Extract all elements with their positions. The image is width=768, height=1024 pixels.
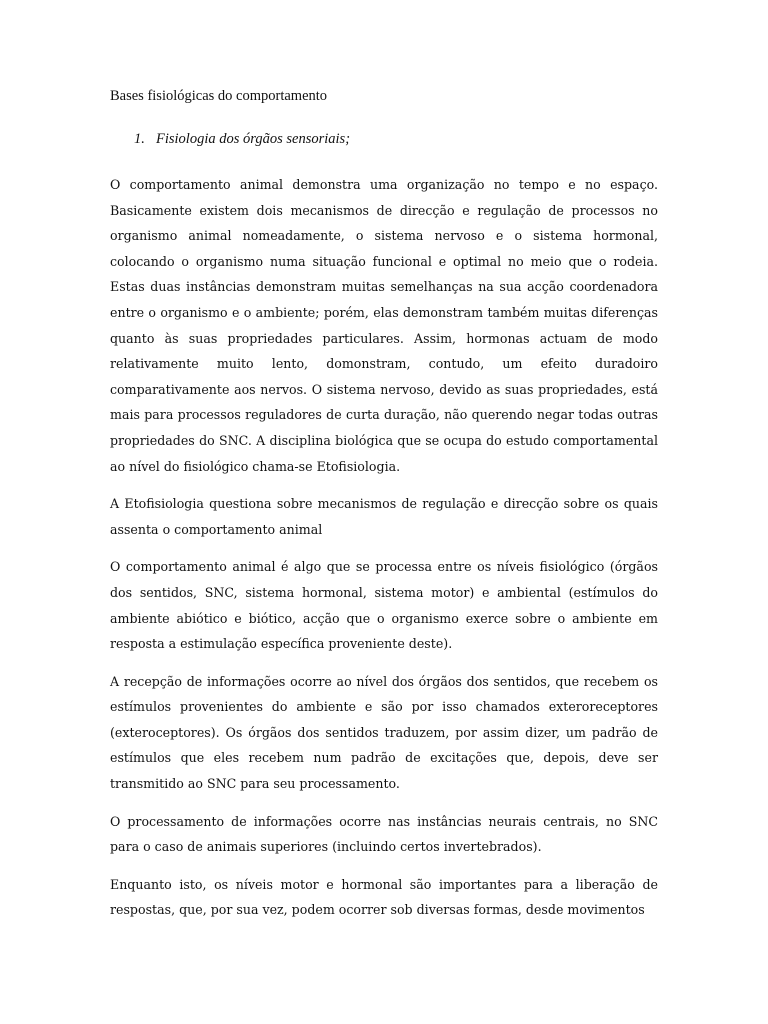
section-number: 1. [134, 131, 145, 147]
paragraph-6: Enquanto isto, os níveis motor e hormonal são importantes para a liberação de respostas, que, por sua vez, podem ocorrer sob diversas formas, desde movimentos [110, 876, 658, 918]
paragraph-3: O comportamento animal é algo que se processa entre os níveis fisiológico (órgãos dos sentidos, SNC, sistema hormonal, sistema motor) e ambiental (estímulos do ambiente abiótico e biótico, acção que o organismo exerce sobre o ambiente em resposta a estimulação específica proveniente deste). [110, 559, 658, 652]
paragraph-1: O comportamento animal demonstra uma organização no tempo e no espaço. Basicamente existem dois mecanismos de direcção e regulação de processos no organismo animal nomeadamente, o sistema nervoso e o sistema hormonal, colocando o organismo numa situação funcional e optimal no meio que o rodeia. Estas duas instâncias demonstram muitas semelhanças na sua acção coordenadora entre o organismo e o ambiente; porém, elas demonstram também muitas diferenças quanto às suas propriedades particulares. Assim, hormonas actuam de modo relativamente muito lento, domonstram, contudo, um efeito duradoiro comparativamente aos nervos. O sistema nervoso, devido as suas propriedades, está mais para processos reguladores de curta duração, não querendo negar todas outras propriedades do SNC. A disciplina biológica que se ocupa do estudo comportamental ao nível do fisiológico chama-se Etofisiologia. [110, 177, 658, 474]
paragraph-5: O processamento de informações ocorre nas instâncias neurais centrais, no SNC para o caso de animais superiores (incluindo certos invertebrados). [110, 813, 658, 855]
paragraph-2: A Etofisiologia questiona sobre mecanismos de regulação e direcção sobre os quais assenta o comportamento animal [110, 496, 658, 537]
section-heading [134, 129, 658, 149]
paragraph-4: A recepção de informações ocorre ao nível dos órgãos dos sentidos, que recebem os estímulos provenientes do ambiente e são por isso chamados exteroreceptores (exteroceptores). Os órgãos dos sentidos traduzem, por assim dizer, um padrão de estímulos que eles recebem num padrão de excitações que, depois, deve ser transmitido ao SNC para seu processamento. [110, 673, 658, 792]
document-title: Bases fisiológicas do comportamento [110, 88, 328, 104]
document-page [110, 86, 658, 935]
section-heading-text: Fisiologia dos órgãos sensoriais; [156, 131, 351, 147]
